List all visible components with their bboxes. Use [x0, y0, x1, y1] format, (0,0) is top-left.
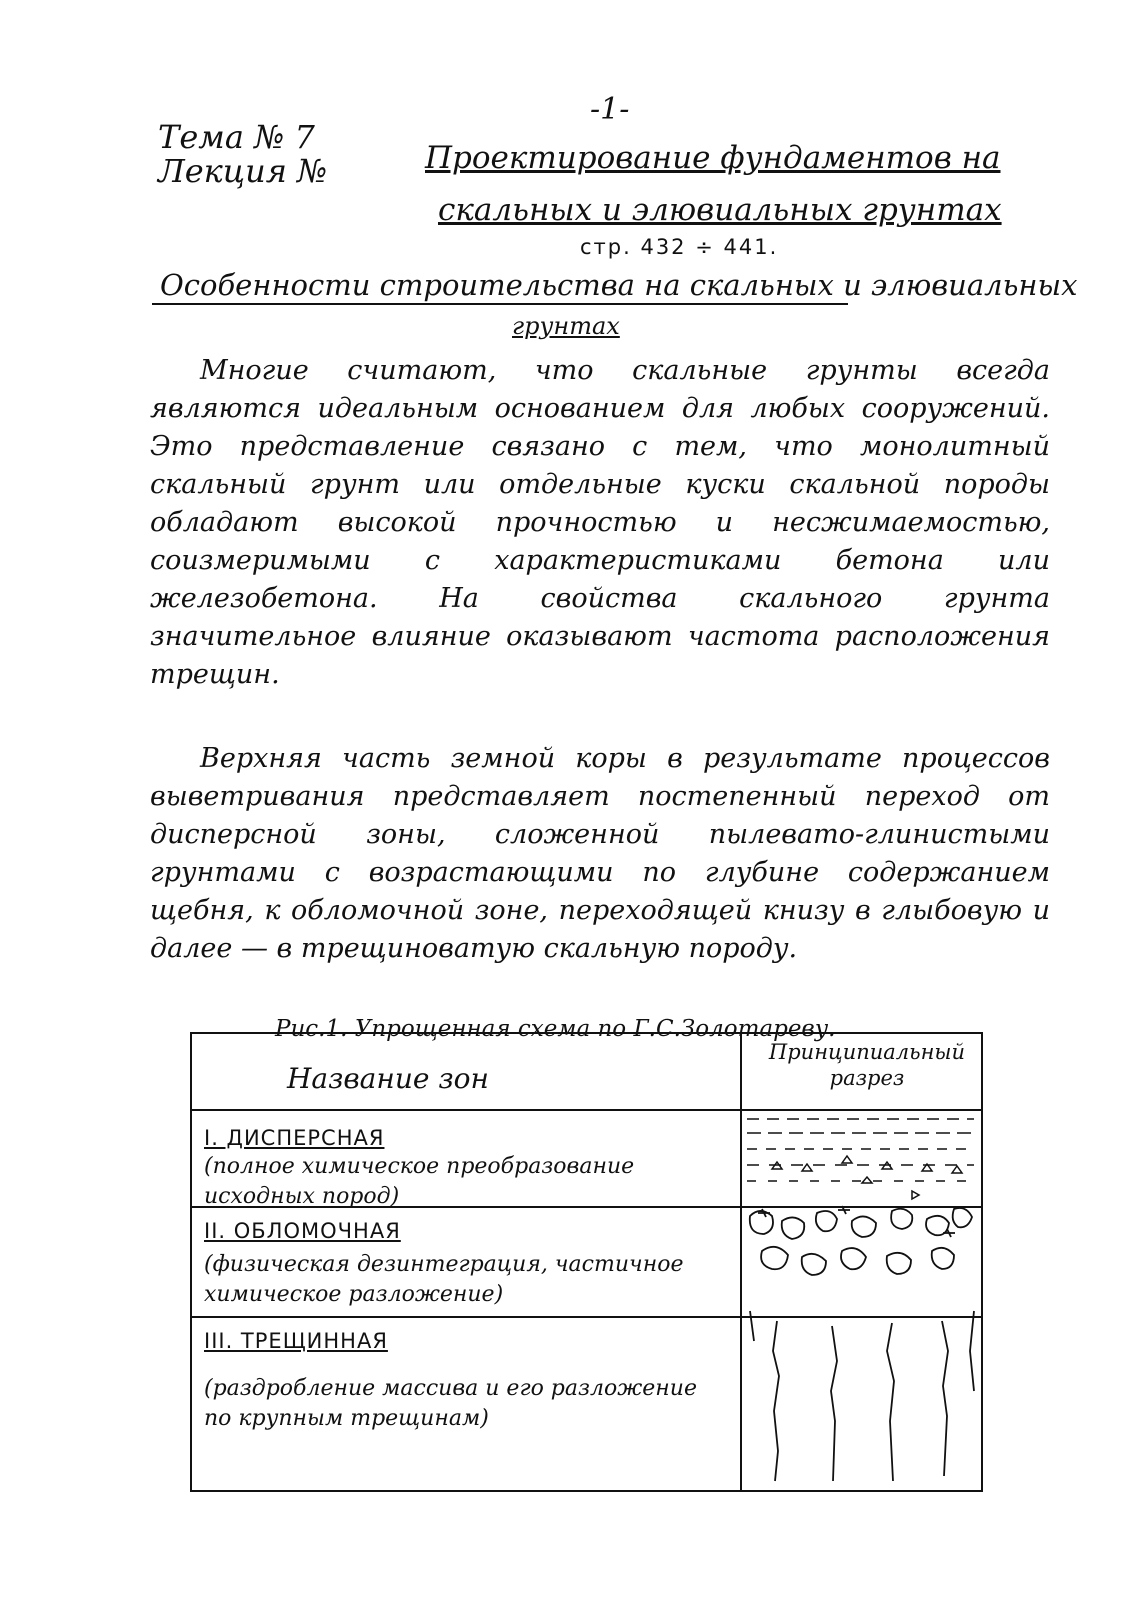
topic-label: Тема № 7	[158, 118, 315, 156]
figure-caption: Рис.1. Упрощенная схема по Г.С.Золотареву.	[275, 1016, 836, 1042]
zone-3-name: III. ТРЕЩИННАЯ	[204, 1329, 388, 1353]
lecture-title-line-1: Проектирование фундаментов на	[425, 140, 1001, 176]
fissure-zone-symbols	[750, 1311, 974, 1481]
paragraph-2: Верхняя часть земной коры в результате процессов выветривания представляет постепенный переход от дисперсной зоны, сложенной пылевато-глинистыми грунтами с возрастающими по глубине содержанием щебня, к обломочной зоне, переходящей книзу в глыбовую и далее — в трещиноватую скальную породу.	[150, 743, 1050, 964]
principal-section-drawing	[742, 1111, 980, 1491]
header-zone-names: Название зон	[287, 1062, 489, 1095]
pages-reference: стр. 432 ÷ 441.	[580, 235, 779, 259]
page-number: -1-	[590, 92, 630, 127]
lecture-label: Лекция №	[158, 152, 328, 190]
zone-1-description: (полное химическое преобразование исходных пород)	[204, 1154, 635, 1209]
zones-table	[190, 1032, 983, 1492]
section-title-line-2: грунтах	[512, 312, 620, 340]
section-title-line-1: Особенности строительства на скальных и элювиальных	[160, 268, 1078, 302]
zone-2-description: (физическая дезинтеграция, частичное химическое разложение)	[204, 1252, 684, 1307]
zone-2-name: II. ОБЛОМОЧНАЯ	[204, 1219, 401, 1243]
header-section: Принципиальный разрез	[768, 1040, 966, 1090]
dispersed-zone-symbols	[747, 1119, 974, 1199]
clastic-zone-symbols	[750, 1206, 972, 1275]
zone-3-description: (раздробление массива и его разложение по крупным трещинам)	[204, 1376, 697, 1431]
paragraph-1: Многие считают, что скальные грунты всегда являются идеальным основанием для любых сооружений. Это представление связано с тем, что монолитный скальный грунт или отдельные куски скальной породы обладают высокой прочностью и несжимаемостью, соизмеримыми с характеристиками бетона или железобетона. На свойства скального грунта значительное влияние оказывают частота расположения трещин.	[150, 355, 1050, 690]
section-underline	[152, 303, 848, 305]
lecture-title-line-2: скальных и элювиальных грунтах	[438, 192, 1002, 228]
zone-1-name: I. ДИСПЕРСНАЯ	[204, 1126, 385, 1150]
